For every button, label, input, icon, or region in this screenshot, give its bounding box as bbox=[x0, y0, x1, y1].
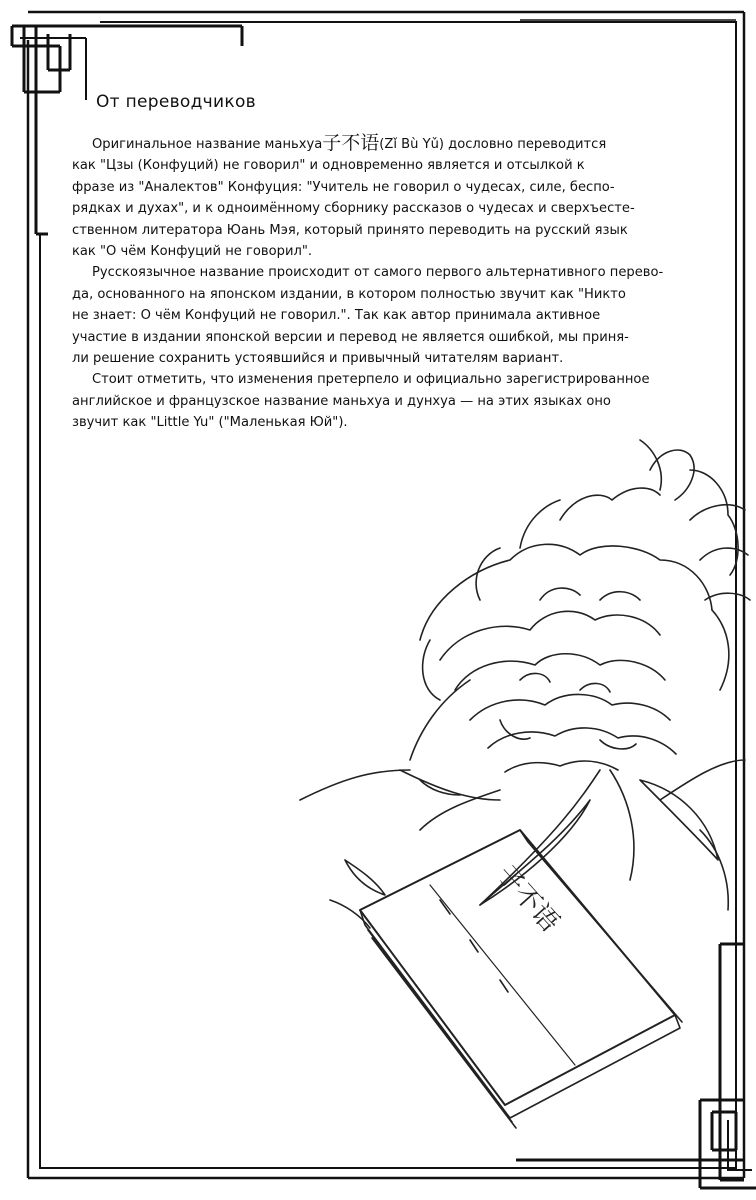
book-cover-title: 子不语 bbox=[490, 859, 565, 938]
text-line: рядках и духах", и к одноимённому сборнику рассказов о чудесах и сверхъесте- bbox=[72, 201, 635, 217]
text-segment: (Zǐ Bù Yǔ) дословно переводится bbox=[379, 137, 607, 152]
text-segment: Оригинальное название маньхуа bbox=[92, 137, 323, 152]
text-line: английское и французское название маньхуа и дунхуа — на этих языках оно bbox=[72, 393, 611, 409]
text-line: ли решение сохранить устоявшийся и привычный читателям вариант. bbox=[72, 351, 564, 367]
falling-petal bbox=[345, 860, 385, 895]
chinese-title: 子不语 bbox=[322, 132, 380, 154]
text-line: Стоит отметить, что изменения претерпело и официально зарегистрированное bbox=[92, 372, 650, 388]
chrysanthemum-flower bbox=[420, 440, 738, 772]
translator-notes bbox=[72, 132, 664, 434]
text-line: да, основанного на японском издании, в котором полностью звучит как "Никто bbox=[72, 286, 626, 302]
chrysanthemum-book-illustration bbox=[280, 430, 756, 1130]
text-line: как "Цзы (Конфуций) не говорил" и одновременно является и отсылкой к bbox=[72, 158, 585, 174]
text-line: Русскоязычное название происходит от самого первого альтернативного перево- bbox=[92, 265, 664, 281]
text-line: участие в издании японской версии и перевод не является ошибкой, мы приня- bbox=[72, 329, 629, 345]
text-line: звучит как "Little Yu" ("Маленькая Юй"). bbox=[72, 415, 348, 431]
page-title: От переводчиков bbox=[96, 92, 256, 112]
text-line: ственном литератора Юань Мэя, который принято переводить на русский язык bbox=[72, 222, 628, 238]
text-line: не знает: О чём Конфуций не говорил.". Так как автор принимала активное bbox=[72, 308, 601, 324]
text-line: фразе из "Аналектов" Конфуция: "Учитель не говорил о чудесах, силе, беспо- bbox=[72, 179, 615, 195]
text-line: как "О чём Конфуций не говорил". bbox=[72, 244, 313, 260]
text-line bbox=[72, 132, 607, 155]
